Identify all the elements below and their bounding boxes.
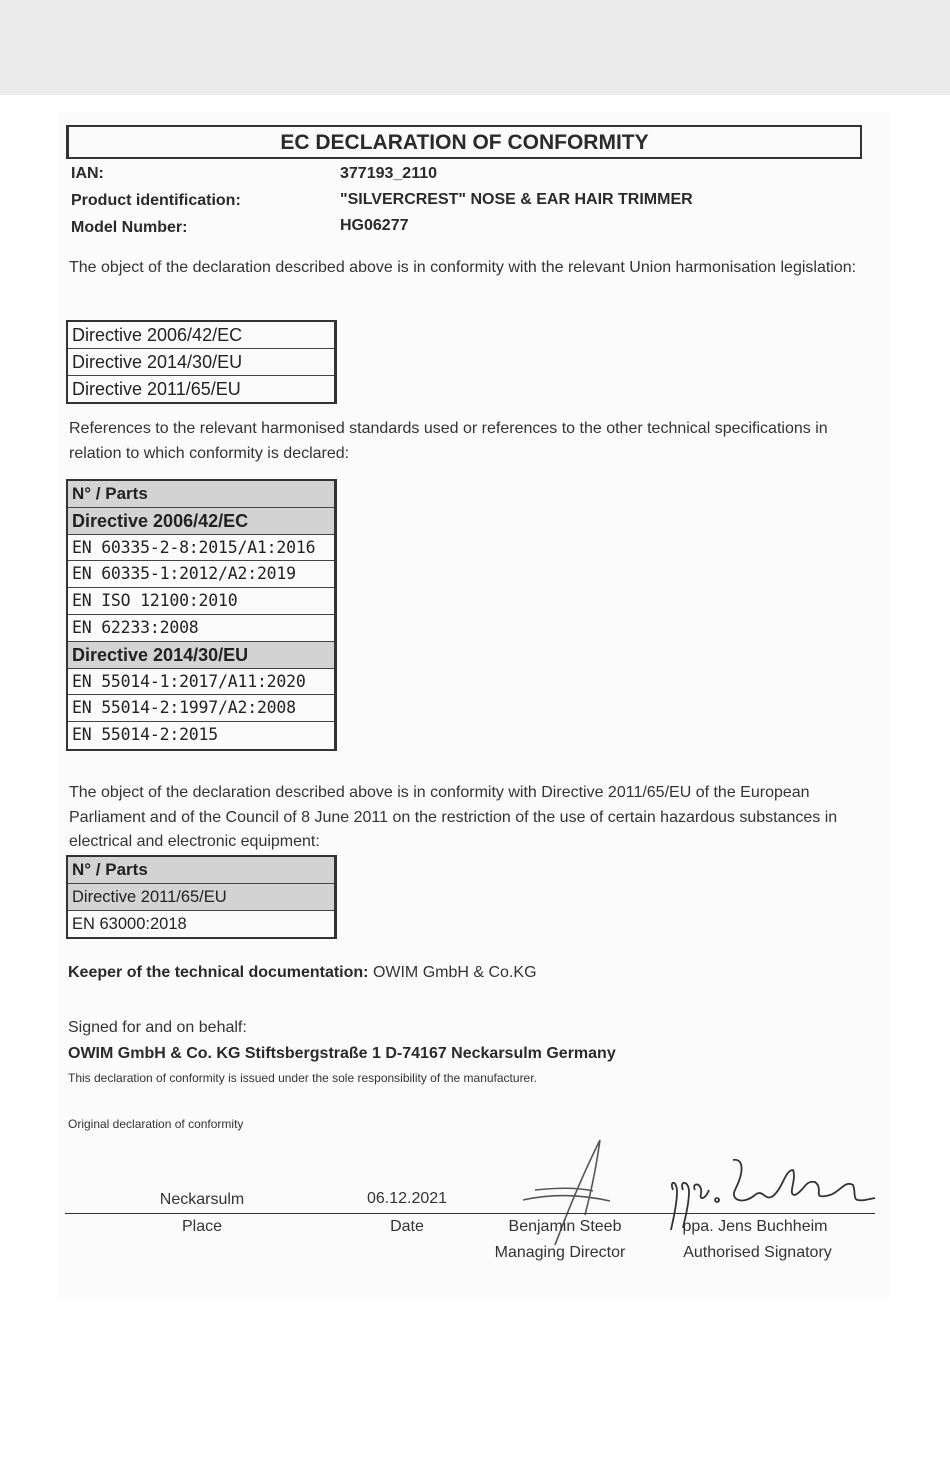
product-identification-value: "SILVERCREST" NOSE & EAR HAIR TRIMMER bbox=[340, 191, 693, 208]
managing-director-signature bbox=[515, 1135, 615, 1260]
standards-header: N° / Parts bbox=[68, 481, 334, 508]
standard-row: EN ISO 12100:2010 bbox=[68, 588, 334, 615]
rohs-directive: Directive 2011/65/EU bbox=[68, 884, 334, 911]
company-address: OWIM GmbH & Co. KG Stiftsbergstraße 1 D-74167 Neckarsulm Germany bbox=[68, 1045, 616, 1062]
standard-row: EN 55014-1:2017/A11:2020 bbox=[68, 669, 334, 696]
signer-two-title: Authorised Signatory bbox=[683, 1244, 832, 1261]
technical-documentation-keeper bbox=[68, 964, 537, 982]
signature-line bbox=[65, 1213, 875, 1214]
standards-group-heading: Directive 2006/42/EC bbox=[68, 508, 334, 535]
product-identification-label: Product identification: bbox=[71, 192, 241, 209]
signer-one-title: Managing Director bbox=[494, 1244, 626, 1261]
rohs-header: N° / Parts bbox=[68, 857, 334, 884]
standard-row: EN 62233:2008 bbox=[68, 615, 334, 642]
original-declaration-note: Original declaration of conformity bbox=[68, 1117, 244, 1131]
standards-text: References to the relevant harmonised standards used or references to the other technical specifications in relation to which conformity is declared: bbox=[69, 420, 828, 462]
place-label: Place bbox=[181, 1218, 223, 1235]
directive-row: Directive 2014/30/EU bbox=[68, 349, 334, 376]
rohs-standard-row: EN 63000:2018 bbox=[72, 914, 187, 933]
document-title: EC DECLARATION OF CONFORMITY bbox=[66, 125, 862, 159]
keeper-value: OWIM GmbH & Co.KG bbox=[372, 964, 537, 981]
signer-two-name: ppa. Jens Buchheim bbox=[682, 1218, 828, 1235]
rohs-text: The object of the declaration described above is in conformity with Directive 2011/65/EU of the European Parliament and of the Council of 8 June 2011 on the restriction of the use of certain hazardous substances in electrical and electronic equipment: bbox=[69, 784, 838, 850]
signer-one-name: Benjamin Steeb bbox=[508, 1218, 622, 1235]
keeper-label: Keeper of the technical documentation: bbox=[68, 964, 369, 981]
top-band bbox=[0, 0, 950, 95]
standards-table bbox=[66, 479, 337, 751]
responsibility-note: This declaration of conformity is issued under the sole responsibility of the manufacturer. bbox=[68, 1071, 537, 1085]
standard-row: EN 60335-1:2012/A2:2019 bbox=[68, 561, 334, 588]
model-number-label: Model Number: bbox=[71, 219, 188, 236]
standard-row: EN 55014-2:2015 bbox=[72, 725, 219, 745]
standard-row: EN 55014-2:1997/A2:2008 bbox=[68, 695, 334, 722]
directive-row: Directive 2011/65/EU bbox=[72, 378, 241, 399]
legislation-text: The object of the declaration described above is in conformity with the relevant Union harmonisation legislation: bbox=[69, 259, 857, 276]
ian-value: 377193_2110 bbox=[340, 165, 437, 182]
ian-label: IAN: bbox=[71, 165, 104, 182]
standards-group-heading: Directive 2014/30/EU bbox=[68, 642, 334, 669]
date-label: Date bbox=[390, 1218, 424, 1235]
signed-for-label: Signed for and on behalf: bbox=[68, 1019, 247, 1036]
rohs-table bbox=[66, 855, 337, 939]
date-value: 06.12.2021 bbox=[366, 1190, 448, 1207]
place-value: Neckarsulm bbox=[159, 1191, 245, 1208]
standard-row: EN 60335-2-8:2015/A1:2016 bbox=[68, 535, 334, 562]
directives-table bbox=[66, 320, 337, 404]
model-number-value: HG06277 bbox=[340, 217, 409, 234]
directive-row: Directive 2006/42/EC bbox=[68, 322, 334, 349]
